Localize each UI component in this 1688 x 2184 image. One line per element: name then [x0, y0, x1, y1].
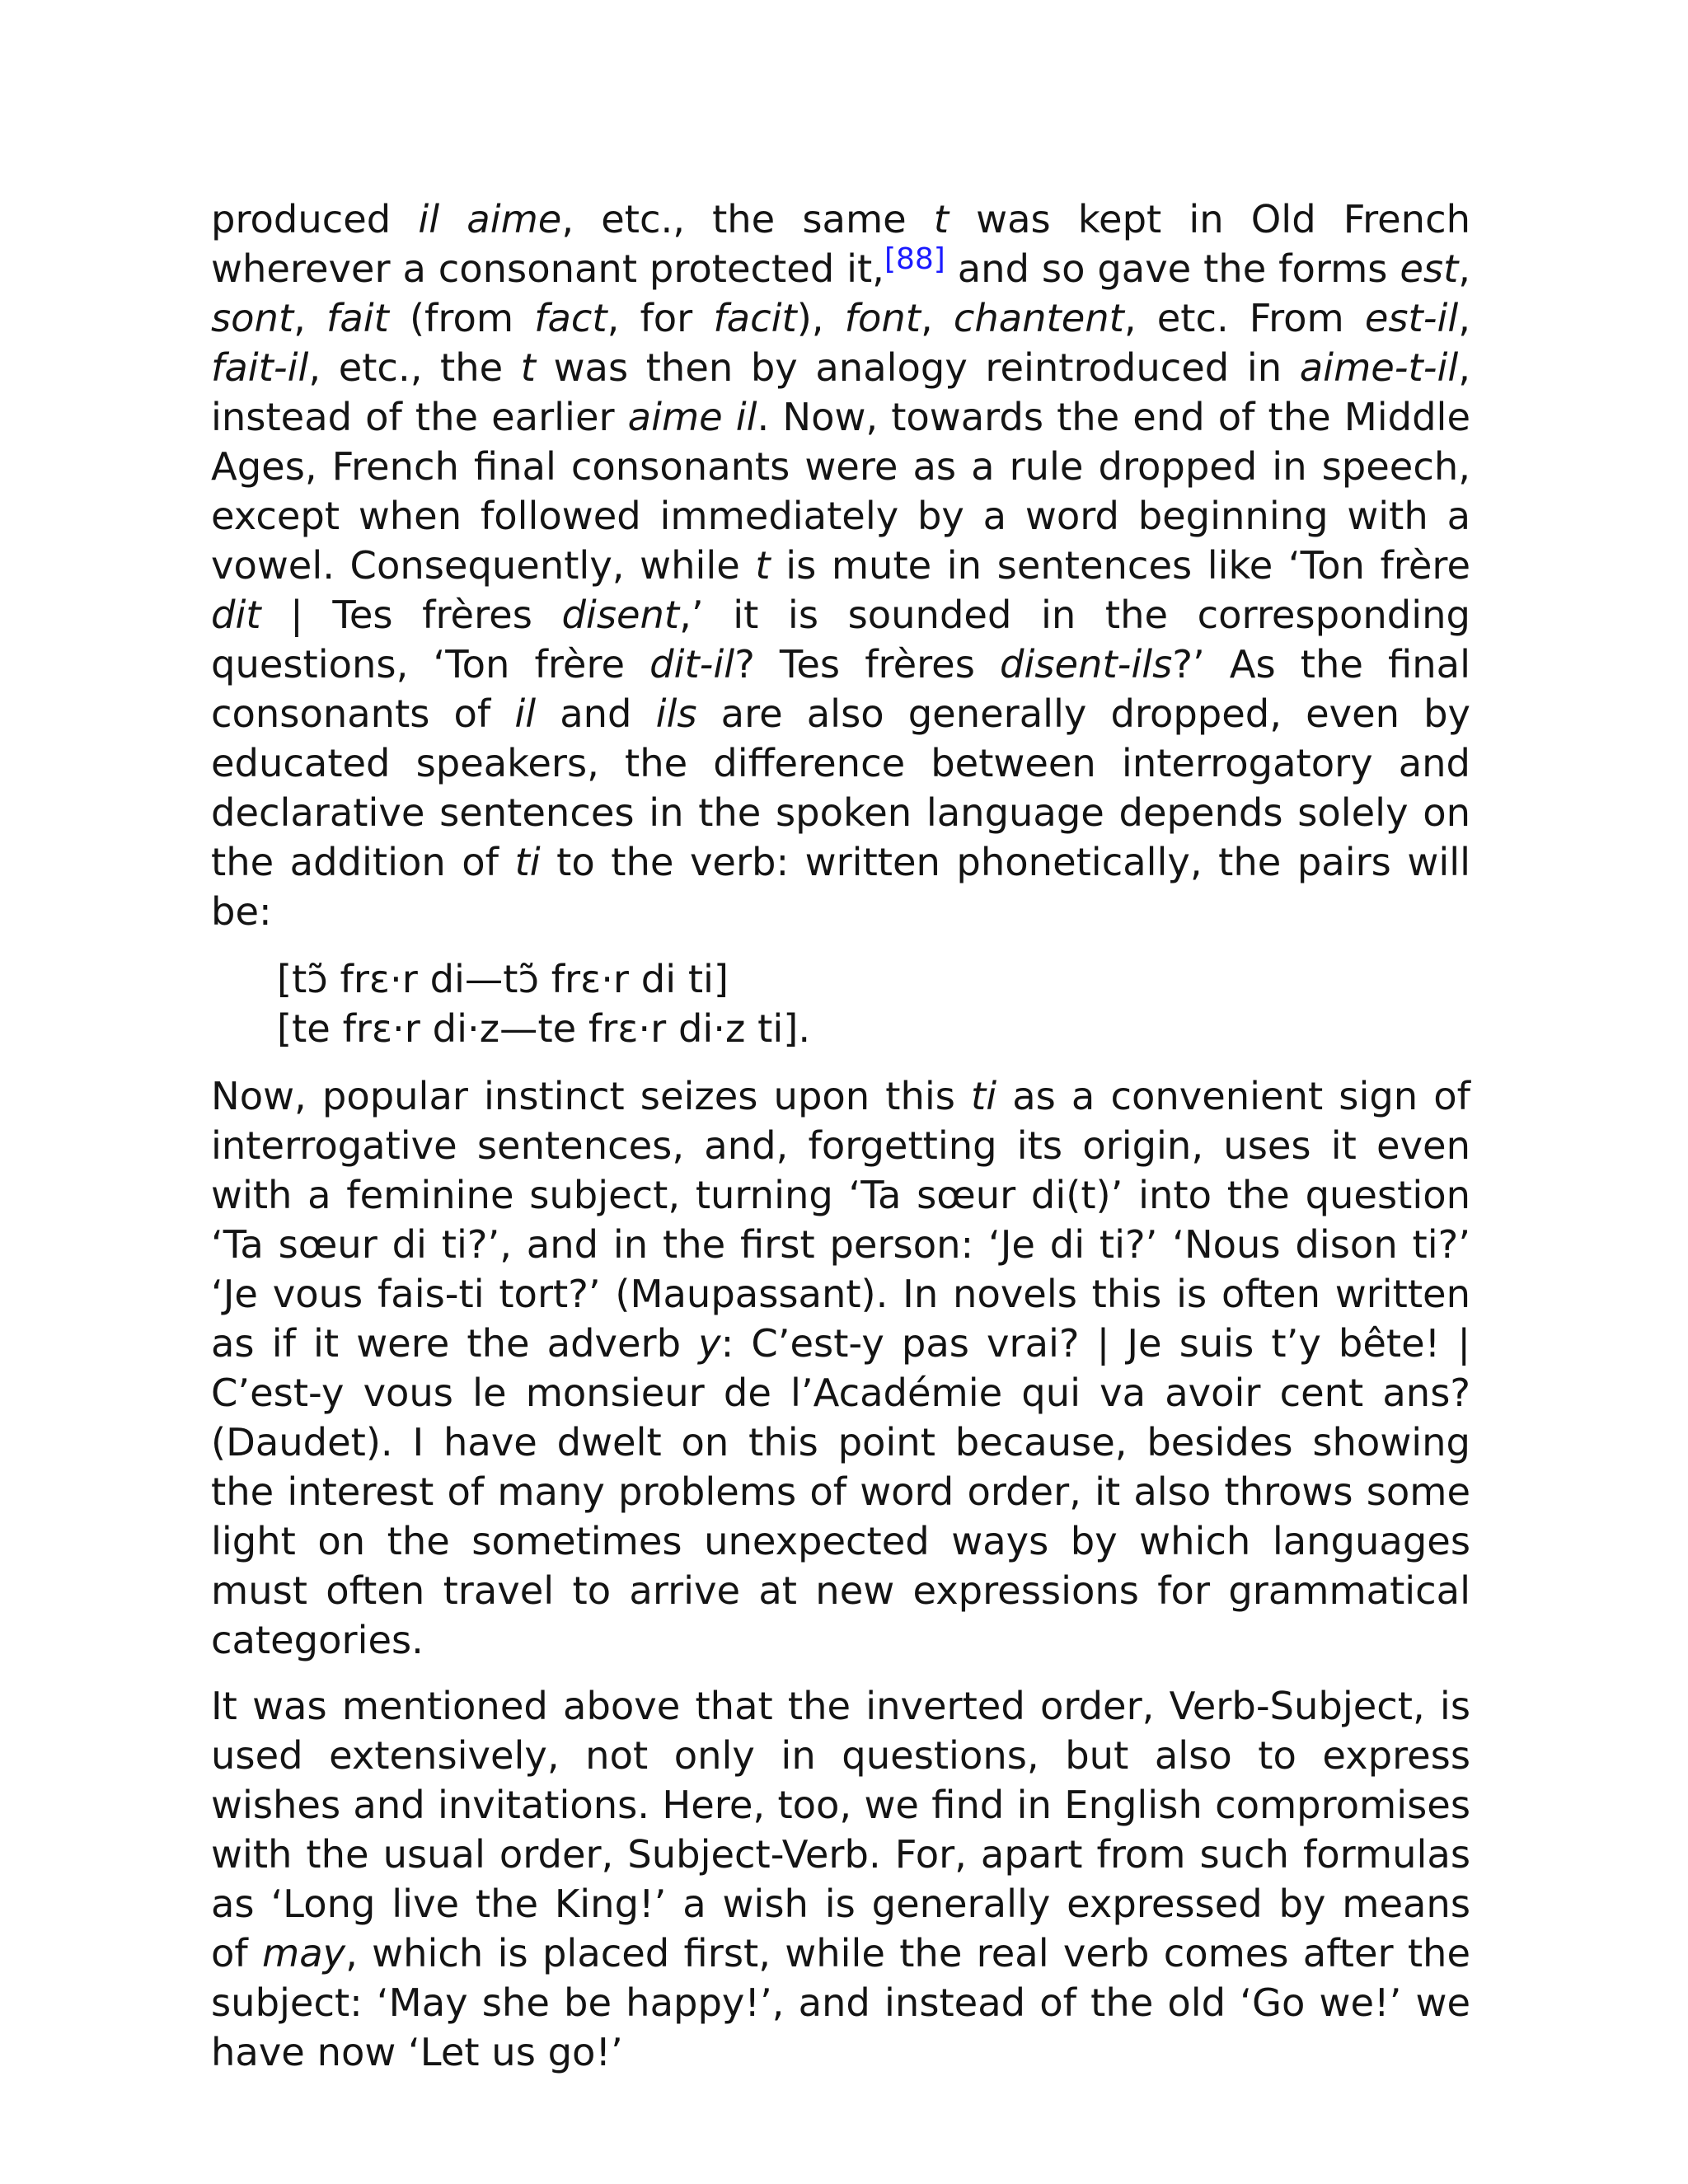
text-run: , etc., the — [308, 345, 521, 390]
text-run: and so gave the forms — [945, 246, 1400, 291]
italic-term: y — [698, 1321, 721, 1366]
phonetic-transcription-block — [277, 954, 1470, 1053]
document-page — [211, 194, 1470, 2077]
text-run: ?’ As the final consonants of — [211, 642, 1470, 736]
italic-term: disent — [561, 593, 680, 637]
italic-term: est — [1400, 246, 1459, 291]
text-run: is mute in sentences like ‘Ton frère — [770, 543, 1470, 588]
text-run: , etc., the same — [561, 197, 934, 241]
text-run: , — [920, 296, 954, 340]
text-run: , — [1458, 296, 1471, 340]
text-run: Now, popular instinct seizes upon this — [211, 1074, 972, 1118]
italic-term: chantent — [953, 296, 1124, 340]
text-run: , etc. From — [1123, 296, 1365, 340]
text-run: : C’est-y pas vrai? | Je suis t’y bête! | C’est-y vous le monsieur de l’Académie qui va avoir cent ans? (Daudet). I have dwelt on this point because, besides showing the interest of many problems of word order, it also throws some light on the sometimes unexpected ways by which languages must often travel to arrive at new expressions for grammatical categories. — [211, 1321, 1470, 1662]
text-run: , instead of the earlier — [211, 345, 1470, 439]
text-run: and — [536, 691, 656, 736]
text-run: | Tes frères — [260, 593, 562, 637]
italic-term: est-il — [1364, 296, 1459, 340]
phonetic-pair-singular: [tɔ̃ frɛ·r di—tɔ̃ frɛ·r di ti] — [277, 957, 729, 1001]
italic-term: il aime — [418, 197, 562, 241]
text-run: (from — [388, 296, 535, 340]
italic-term: il — [514, 691, 537, 736]
italic-term: t — [520, 345, 536, 390]
text-run: , — [1458, 246, 1471, 291]
italic-term: disent-ils — [1000, 642, 1173, 687]
text-run: ,’ it is sounded in the corresponding questions, ‘Ton frère — [211, 593, 1470, 687]
italic-term: fact — [534, 296, 607, 340]
italic-term: t — [933, 197, 950, 241]
text-run: , for — [607, 296, 714, 340]
paragraph-verb-t-history — [211, 194, 1470, 936]
italic-term: ti — [971, 1074, 997, 1118]
italic-term: ti — [514, 840, 541, 884]
text-run: was then by analogy reintroduced in — [535, 345, 1300, 390]
italic-term: may — [262, 1931, 346, 1975]
text-run: , — [293, 296, 327, 340]
italic-term: dit-il — [649, 642, 735, 687]
text-run: , which is placed first, while the real verb comes after the subject: ‘May she be happy!’, and instead of the old ‘Go we!’ we have now ‘Let us go!’ — [211, 1931, 1470, 2074]
italic-term: dit — [211, 593, 261, 637]
text-run: are also generally dropped, even by educated speakers, the difference between interrogatory and declarative sentences in the spoken language depends solely on the addition of — [211, 691, 1471, 884]
italic-term: fait-il — [211, 345, 309, 390]
paragraph-popular-ti — [211, 1071, 1470, 1665]
italic-term: facit — [713, 296, 797, 340]
text-run: ? Tes frères — [734, 642, 1000, 687]
phonetic-pair-plural: [te frɛ·r di·z—te frɛ·r di·z ti]. — [277, 1006, 811, 1051]
text-run: . Now, towards the end of the Middle Ages, French final consonants were as a rule dropped in speech, except when followed immediately by a word beginning with a vowel. Consequently, while — [211, 395, 1470, 588]
italic-term: aime-t-il — [1299, 345, 1459, 390]
paragraph-inverted-order — [211, 1681, 1470, 2077]
text-run: ), — [796, 296, 845, 340]
text-run: It was mentioned above that the inverted order, Verb-Subject, is used extensively, not only in questions, but also to express wishes and invitations. Here, too, we find in English compromises with the usual order, Subject-Verb. For, apart from such formulas as ‘Long live the King!’ a wish is generally expressed by means of — [211, 1684, 1470, 1975]
text-run: as a convenient sign of interrogative sentences, and, forgetting its origin, uses it even with a feminine subject, turning ‘Ta sœur di(t)’ into the question ‘Ta sœur di ti?’, and in the first person: ‘Je di ti?’ ‘Nous dison ti?’ ‘Je vous fais-ti tort?’ (Maupassant). In novels this is often written as if it were the adverb — [211, 1074, 1470, 1366]
italic-term: font — [844, 296, 921, 340]
italic-term: ils — [655, 691, 697, 736]
italic-term: fait — [326, 296, 389, 340]
text-run: was kept in Old French wherever a consonant protected it, — [211, 197, 1470, 291]
italic-term: t — [755, 543, 771, 588]
text-run: to the verb: written phonetically, the pairs will be: — [211, 840, 1470, 934]
italic-term: aime il — [627, 395, 757, 439]
text-run: produced — [211, 197, 419, 241]
footnote-ref-link[interactable]: [88] — [884, 242, 945, 276]
italic-term: sont — [211, 296, 294, 340]
